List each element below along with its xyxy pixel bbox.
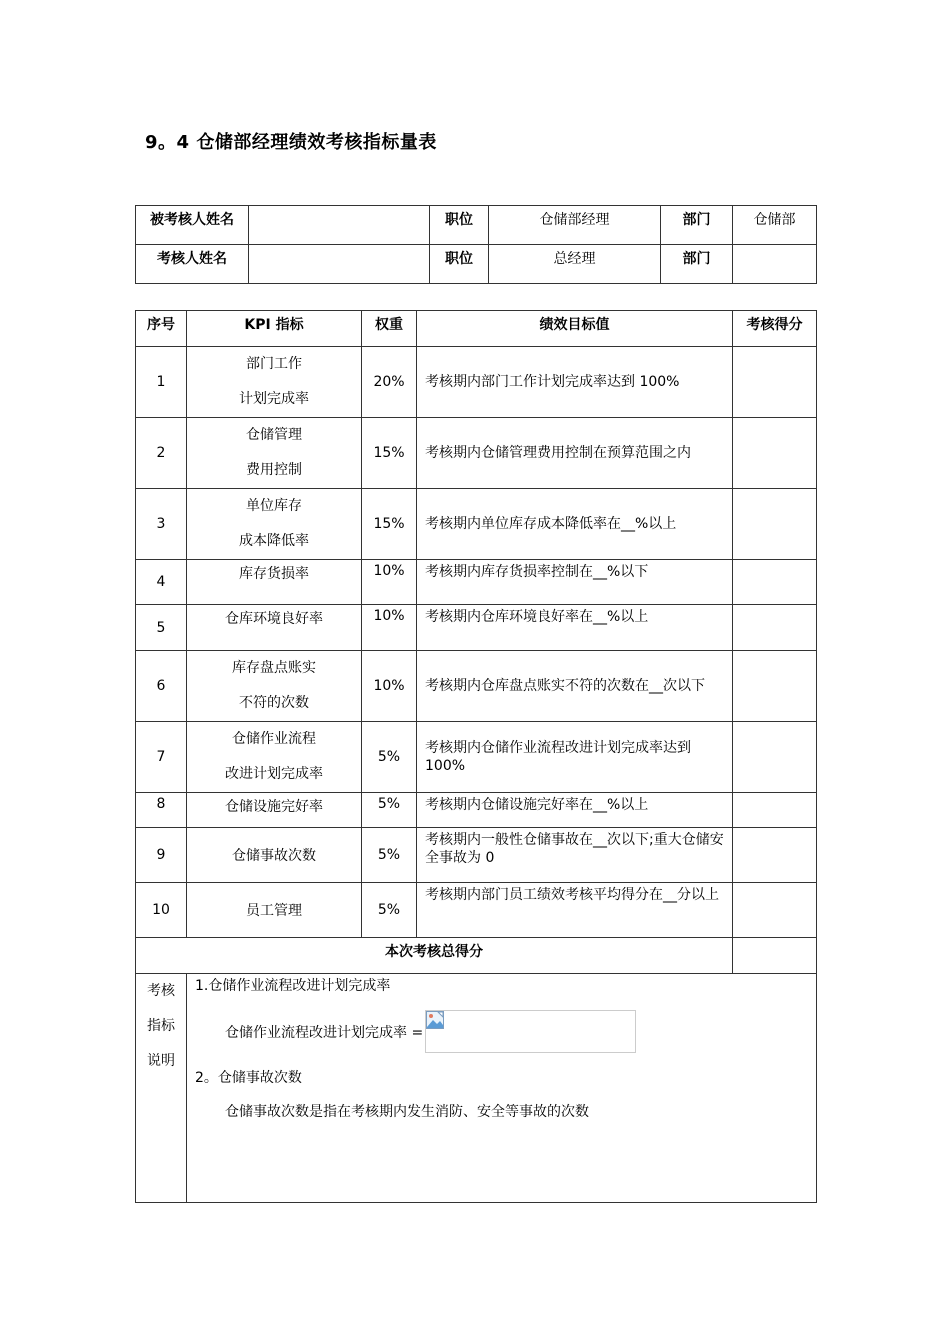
row-kpi: [187, 651, 362, 722]
kpi-name-line: 计划完成率: [239, 391, 309, 407]
notes-item2-title: 2。仓储事故次数: [195, 1070, 302, 1086]
row-no: 10: [136, 883, 187, 938]
total-score-value[interactable]: [733, 938, 817, 974]
header-no: 序号: [136, 311, 187, 347]
notes-row: [136, 974, 817, 1203]
assessee-position-value[interactable]: 仓储部经理: [489, 206, 661, 245]
table-row: [136, 722, 817, 793]
kpi-name-line: 仓储作业流程: [232, 731, 316, 747]
kpi-name-line: 成本降低率: [239, 533, 309, 549]
row-no: 7: [136, 722, 187, 793]
row-no: 3: [136, 489, 187, 560]
notes-item1-title: 1.仓储作业流程改进计划完成率: [195, 978, 391, 994]
row-weight: 5%: [362, 828, 417, 883]
row-no: 6: [136, 651, 187, 722]
row-score[interactable]: [733, 793, 817, 828]
row-target: 考核期内库存货损率控制在__%以下: [417, 560, 733, 605]
row-target: 考核期内单位库存成本降低率在__%以上: [417, 489, 733, 560]
row-kpi: [187, 722, 362, 793]
table-row: [136, 793, 817, 828]
notes-formula: [195, 1010, 816, 1053]
notes-label-line: 指标: [147, 1018, 175, 1034]
assessee-name-value[interactable]: [249, 206, 430, 245]
row-score[interactable]: [733, 605, 817, 651]
table-row: [136, 347, 817, 418]
notes-label-line: 说明: [147, 1053, 175, 1069]
assessor-name-value[interactable]: [249, 245, 430, 284]
total-row: [136, 938, 817, 974]
notes-content: [187, 974, 817, 1203]
kpi-name-line: 部门工作: [246, 356, 302, 372]
row-target: 考核期内仓储设施完好率在__%以上: [417, 793, 733, 828]
table-row: [136, 883, 817, 938]
notes-label: [136, 974, 187, 1203]
assessor-dept-label: 部门: [661, 245, 733, 284]
row-weight: 10%: [362, 651, 417, 722]
row-target: 考核期内仓库盘点账实不符的次数在__次以下: [417, 651, 733, 722]
row-kpi: 仓储事故次数: [187, 828, 362, 883]
row-weight: 20%: [362, 347, 417, 418]
row-no: 2: [136, 418, 187, 489]
row-score[interactable]: [733, 883, 817, 938]
row-score[interactable]: [733, 828, 817, 883]
formula-image: [425, 1010, 636, 1053]
row-kpi: 仓储设施完好率: [187, 793, 362, 828]
kpi-table: [135, 310, 817, 1203]
row-target: 考核期内仓库环境良好率在__%以上: [417, 605, 733, 651]
table-row: [136, 489, 817, 560]
assessor-position-label: 职位: [430, 245, 489, 284]
header-kpi: KPI 指标: [187, 311, 362, 347]
row-weight: 10%: [362, 560, 417, 605]
info-table: [135, 205, 817, 284]
row-no: 9: [136, 828, 187, 883]
row-kpi: 员工管理: [187, 883, 362, 938]
row-weight: 15%: [362, 418, 417, 489]
row-target: 考核期内部门员工绩效考核平均得分在__分以上: [417, 883, 733, 938]
row-no: 8: [136, 793, 187, 828]
kpi-name-line: 费用控制: [246, 462, 302, 478]
page-title: 9。4 仓储部经理绩效考核指标量表: [145, 132, 437, 153]
kpi-header-row: [136, 311, 817, 347]
row-score[interactable]: [733, 560, 817, 605]
broken-image-icon: [426, 1011, 444, 1029]
assessee-position-label: 职位: [430, 206, 489, 245]
row-score[interactable]: [733, 651, 817, 722]
kpi-name-line: 库存盘点账实: [232, 660, 316, 676]
row-target: 考核期内仓储管理费用控制在预算范围之内: [417, 418, 733, 489]
notes-label-line: 考核: [147, 983, 175, 999]
header-weight: 权重: [362, 311, 417, 347]
kpi-name-line: 改进计划完成率: [225, 766, 323, 782]
notes-item2-desc: 仓储事故次数是指在考核期内发生消防、安全等事故的次数: [225, 1104, 589, 1120]
info-row-assessee: [136, 206, 817, 245]
assessee-dept-label: 部门: [661, 206, 733, 245]
row-score[interactable]: [733, 347, 817, 418]
header-score: 考核得分: [733, 311, 817, 347]
table-row: [136, 605, 817, 651]
row-kpi: 库存货损率: [187, 560, 362, 605]
row-weight: 5%: [362, 722, 417, 793]
table-row: [136, 651, 817, 722]
assessor-dept-value[interactable]: [733, 245, 817, 284]
kpi-name-line: 单位库存: [246, 498, 302, 514]
row-kpi: [187, 347, 362, 418]
row-no: 4: [136, 560, 187, 605]
row-target: 考核期内仓储作业流程改进计划完成率达到 100%: [417, 722, 733, 793]
row-score[interactable]: [733, 418, 817, 489]
row-weight: 15%: [362, 489, 417, 560]
kpi-name-line: 仓储管理: [246, 427, 302, 443]
row-score[interactable]: [733, 489, 817, 560]
kpi-name-line: 不符的次数: [239, 695, 309, 711]
assessor-name-label: 考核人姓名: [136, 245, 249, 284]
info-row-assessor: [136, 245, 817, 284]
row-target: 考核期内一般性仓储事故在__次以下;重大仓储安全事故为 0: [417, 828, 733, 883]
row-weight: 5%: [362, 793, 417, 828]
row-weight: 5%: [362, 883, 417, 938]
row-no: 5: [136, 605, 187, 651]
notes-formula-text: 仓储作业流程改进计划完成率 =: [225, 1024, 424, 1041]
row-kpi: [187, 489, 362, 560]
row-target: 考核期内部门工作计划完成率达到 100%: [417, 347, 733, 418]
assessor-position-value[interactable]: 总经理: [489, 245, 661, 284]
row-score[interactable]: [733, 722, 817, 793]
assessee-name-label: 被考核人姓名: [136, 206, 249, 245]
row-no: 1: [136, 347, 187, 418]
header-target: 绩效目标值: [417, 311, 733, 347]
row-kpi: 仓库环境良好率: [187, 605, 362, 651]
table-row: [136, 828, 817, 883]
row-weight: 10%: [362, 605, 417, 651]
table-row: [136, 560, 817, 605]
row-kpi: [187, 418, 362, 489]
table-row: [136, 418, 817, 489]
assessee-dept-value[interactable]: 仓储部: [733, 206, 817, 245]
total-score-label: 本次考核总得分: [136, 938, 733, 974]
